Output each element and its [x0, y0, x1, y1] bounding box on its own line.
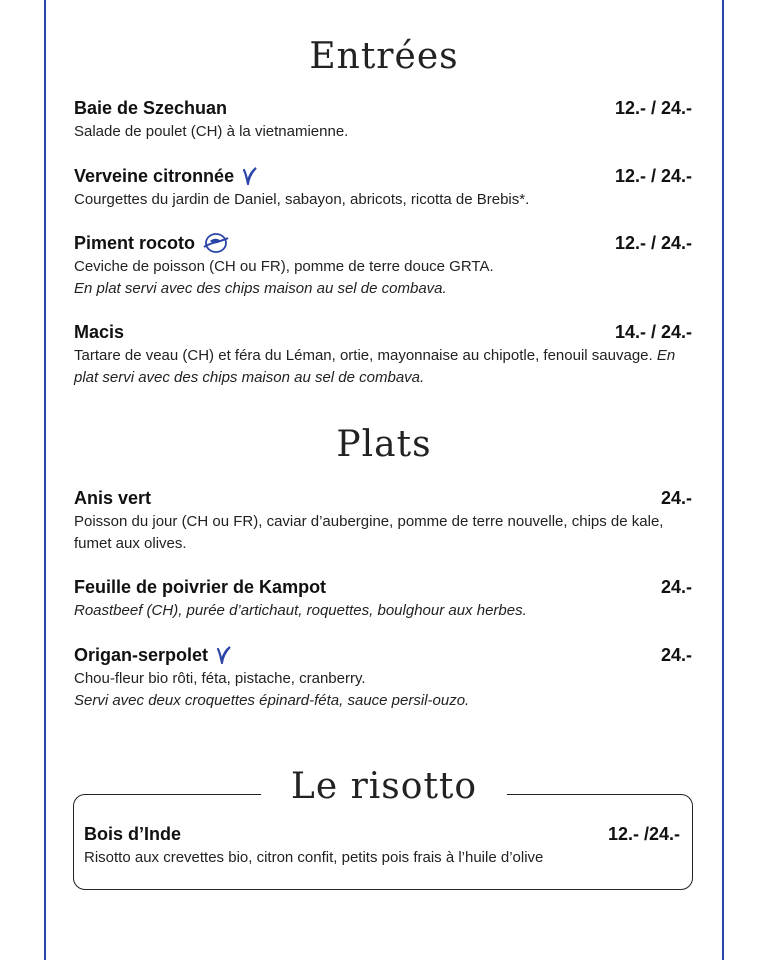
section-title-plats: Plats	[336, 424, 432, 465]
vegetarian-leaf-icon	[242, 166, 258, 186]
item-name: Macis	[74, 322, 125, 342]
item-name: Feuille de poivrier de Kampot	[74, 577, 327, 597]
item-name: Bois d’Inde	[84, 824, 182, 844]
section-title-entrees: Entrées	[309, 36, 459, 77]
item-description: Chou-fleur bio rôti, féta, pistache, cranberry. Servi avec deux croquettes épinard-féta, sauce persil-ouzo.	[74, 670, 470, 709]
item-description: Tartare de veau (CH) et féra du Léman, ortie, mayonnaise au chipotle, fenouil sauvage. En plat servi avec des chips maison au sel de combava.	[74, 347, 676, 386]
menu-item-bois-d-inde	[84, 822, 680, 869]
item-description: Ceviche de poisson (CH ou FR), pomme de terre douce GRTA. En plat servi avec des chips maison au sel de combava.	[74, 258, 494, 297]
section-title-risotto-text: Le risotto	[261, 766, 507, 807]
sustainable-fish-label-icon	[203, 232, 229, 254]
menu-item-origan-serpolet	[74, 643, 692, 712]
menu-item-piment-rocoto	[74, 231, 692, 300]
item-description: Courgettes du jardin de Daniel, sabayon, abricots, ricotta de Brebis*.	[74, 191, 530, 208]
item-description: Salade de poulet (CH) à la vietnamienne.	[74, 123, 349, 140]
item-name: Verveine citronnée	[74, 164, 258, 188]
menu-item-anis-vert	[74, 486, 692, 555]
item-price: 12.- / 24.-	[614, 98, 692, 118]
item-description-italic: En plat servi avec des chips maison au sel de combava.	[74, 347, 676, 386]
item-price: 24.-	[660, 577, 692, 597]
left-border-line	[44, 0, 46, 960]
menu-item-feuille-de-poivrier	[74, 575, 692, 622]
item-price: 14.- / 24.-	[614, 322, 692, 342]
item-description	[74, 600, 692, 622]
item-description-italic: Roastbeef (CH), purée d’artichaut, roquettes, boulghour aux herbes.	[74, 602, 527, 619]
item-price: 12.- / 24.-	[614, 166, 692, 186]
item-description-italic: En plat servi avec des chips maison au sel de combava.	[74, 280, 447, 297]
item-name: Piment rocoto	[74, 231, 229, 255]
menu-item-macis	[74, 320, 692, 389]
right-border-line	[722, 0, 724, 960]
vegetarian-leaf-icon	[216, 645, 232, 665]
item-description: Poisson du jour (CH ou FR), caviar d’aubergine, pomme de terre nouvelle, chips de kale, fumet aux olives.	[74, 513, 664, 552]
item-name: Baie de Szechuan	[74, 98, 228, 118]
item-name: Origan-serpolet	[74, 643, 232, 667]
menu-item-baie-de-szechuan	[74, 96, 692, 143]
item-description-italic: Servi avec deux croquettes épinard-féta, sauce persil-ouzo.	[74, 692, 470, 709]
item-name: Anis vert	[74, 488, 152, 508]
menu-item-verveine-citronnee	[74, 164, 692, 211]
item-description: Risotto aux crevettes bio, citron confit, petits pois frais à l’huile d’olive	[84, 849, 544, 866]
section-title-risotto	[0, 766, 768, 807]
item-price: 12.- /24.-	[607, 824, 680, 844]
item-price: 12.- / 24.-	[614, 233, 692, 253]
item-price: 24.-	[660, 645, 692, 665]
item-price: 24.-	[660, 488, 692, 508]
